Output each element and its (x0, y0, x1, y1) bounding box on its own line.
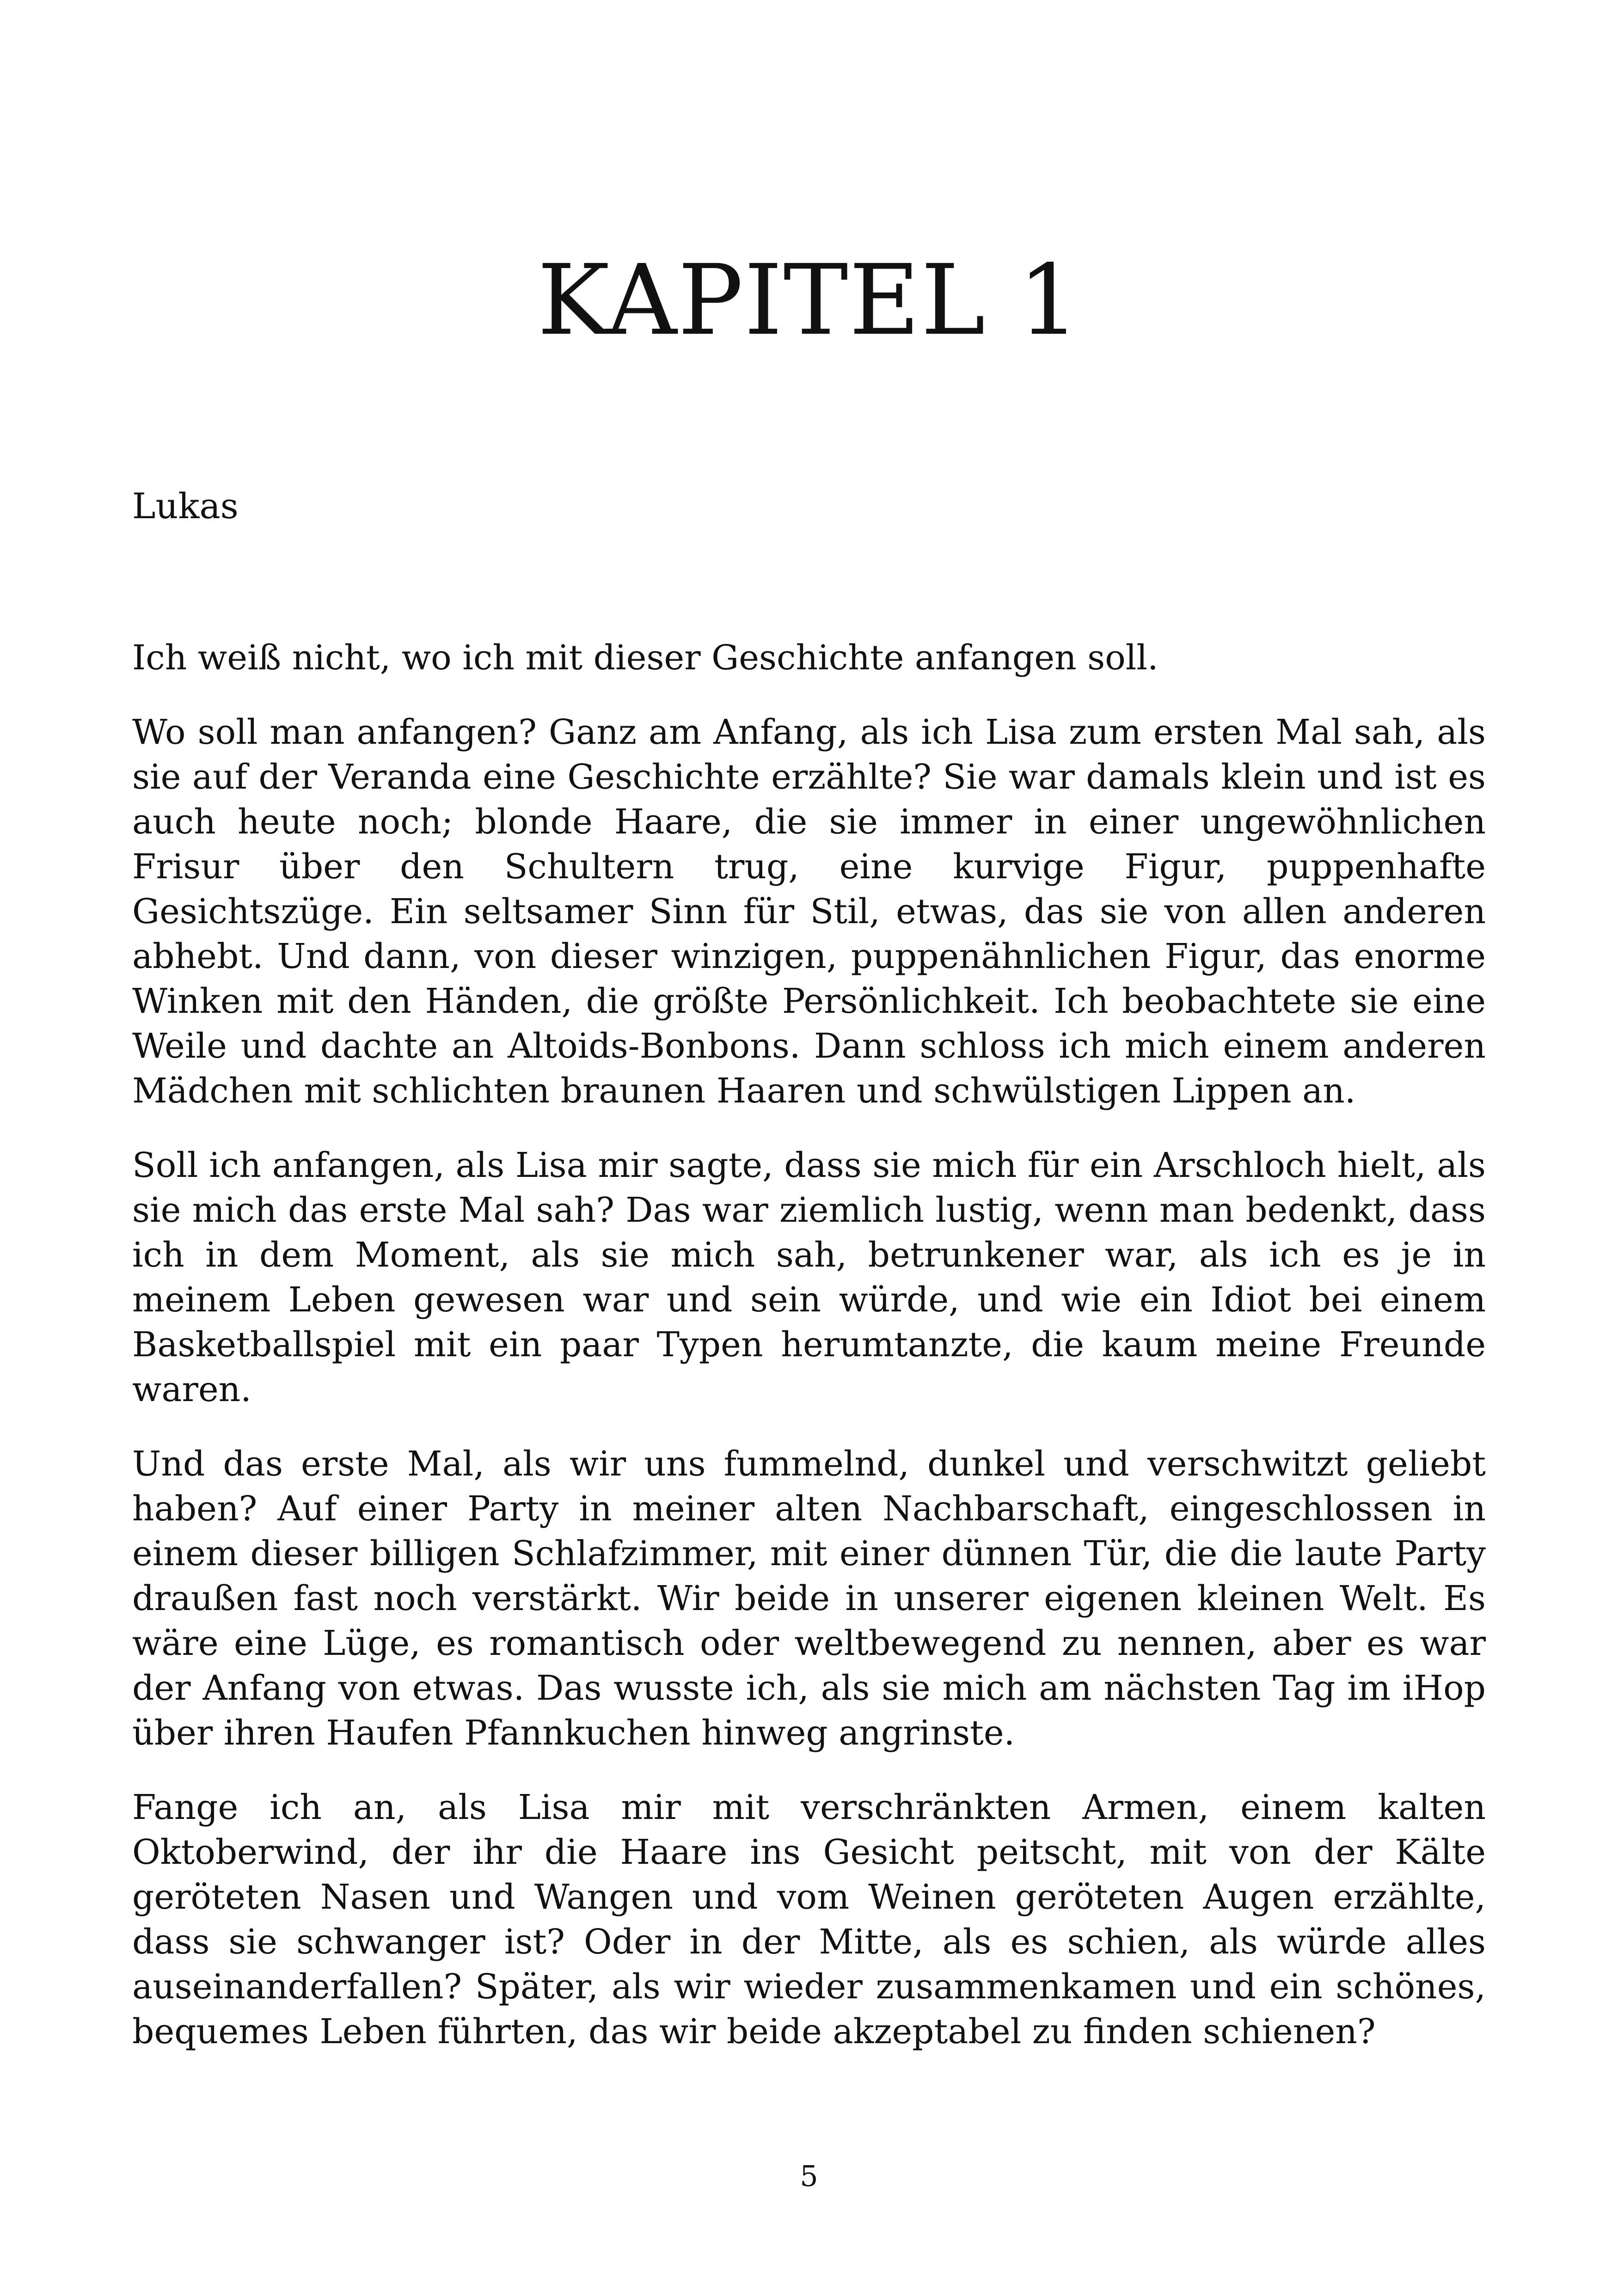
chapter-title: KAPITEL 1 (537, 244, 1081, 357)
paragraph-5: Fange ich an, als Lisa mir mit verschränkten Armen, einem kalten Oktoberwind, der ihr die Haare ins Gesicht peitscht, mit von der Kälte geröteten Nasen und Wangen und vom Weinen geröteten Augen erzählte, dass sie schwanger ist? Oder in der Mitte, als es schien, als würde alles auseinanderfallen? Später, als wir wieder zusammenkamen und ein schönes, bequemes Leben führten, das wir beide akzeptabel zu finden schienen? (132, 1788, 1486, 2051)
chapter-body (132, 636, 1486, 2084)
paragraph-1: Ich weiß nicht, wo ich mit dieser Geschichte anfangen soll. (132, 638, 1158, 678)
narrator-name: Lukas (132, 485, 239, 527)
paragraph-4: Und das erste Mal, als wir uns fummelnd, dunkel und verschwitzt geliebt haben? Auf einer Party in meiner alten Nachbarschaft, eingeschlossen in einem dieser billigen Schlafzimmer, mit einer dünnen Tür, die die laute Party draußen fast noch verstärkt. Wir beide in unserer eigenen kleinen Welt. Es wäre eine Lüge, es romantisch oder weltbewegend zu nennen, aber es war der Anfang von etwas. Das wusste ich, als sie mich am nächsten Tag im iHop über ihren Haufen Pfannkuchen hinweg angrinste. (132, 1444, 1486, 1753)
paragraph-3: Soll ich anfangen, als Lisa mir sagte, dass sie mich für ein Arschloch hielt, als sie mich das erste Mal sah? Das war ziemlich lustig, wenn man bedenkt, dass ich in dem Moment, als sie mich sah, betrunkener war, als ich es je in meinem Leben gewesen war und sein würde, und wie ein Idiot bei einem Basketballspiel mit ein paar Typen herumtanzte, die kaum meine Freunde waren. (132, 1145, 1486, 1409)
page-number: 5 (800, 2159, 818, 2193)
paragraph-2: Wo soll man anfangen? Ganz am Anfang, als ich Lisa zum ersten Mal sah, als sie auf der Veranda eine Geschichte erzählte? Sie war damals klein und ist es auch heute noch; blonde Haare, die sie immer in einer ungewöhnlichen Frisur über den Schultern trug, eine kurvige Figur, puppenhafte Gesichtszüge. Ein seltsamer Sinn für Stil, etwas, das sie von allen anderen abhebt. Und dann, von dieser winzigen, puppenähnlichen Figur, das enorme Winken mit den Händen, die größte Persönlichkeit. Ich beobachtete sie eine Weile und dachte an Altoids-Bonbons. Dann schloss ich mich einem anderen Mädchen mit schlichten braunen Haaren und schwülstigen Lippen an. (132, 712, 1486, 1111)
